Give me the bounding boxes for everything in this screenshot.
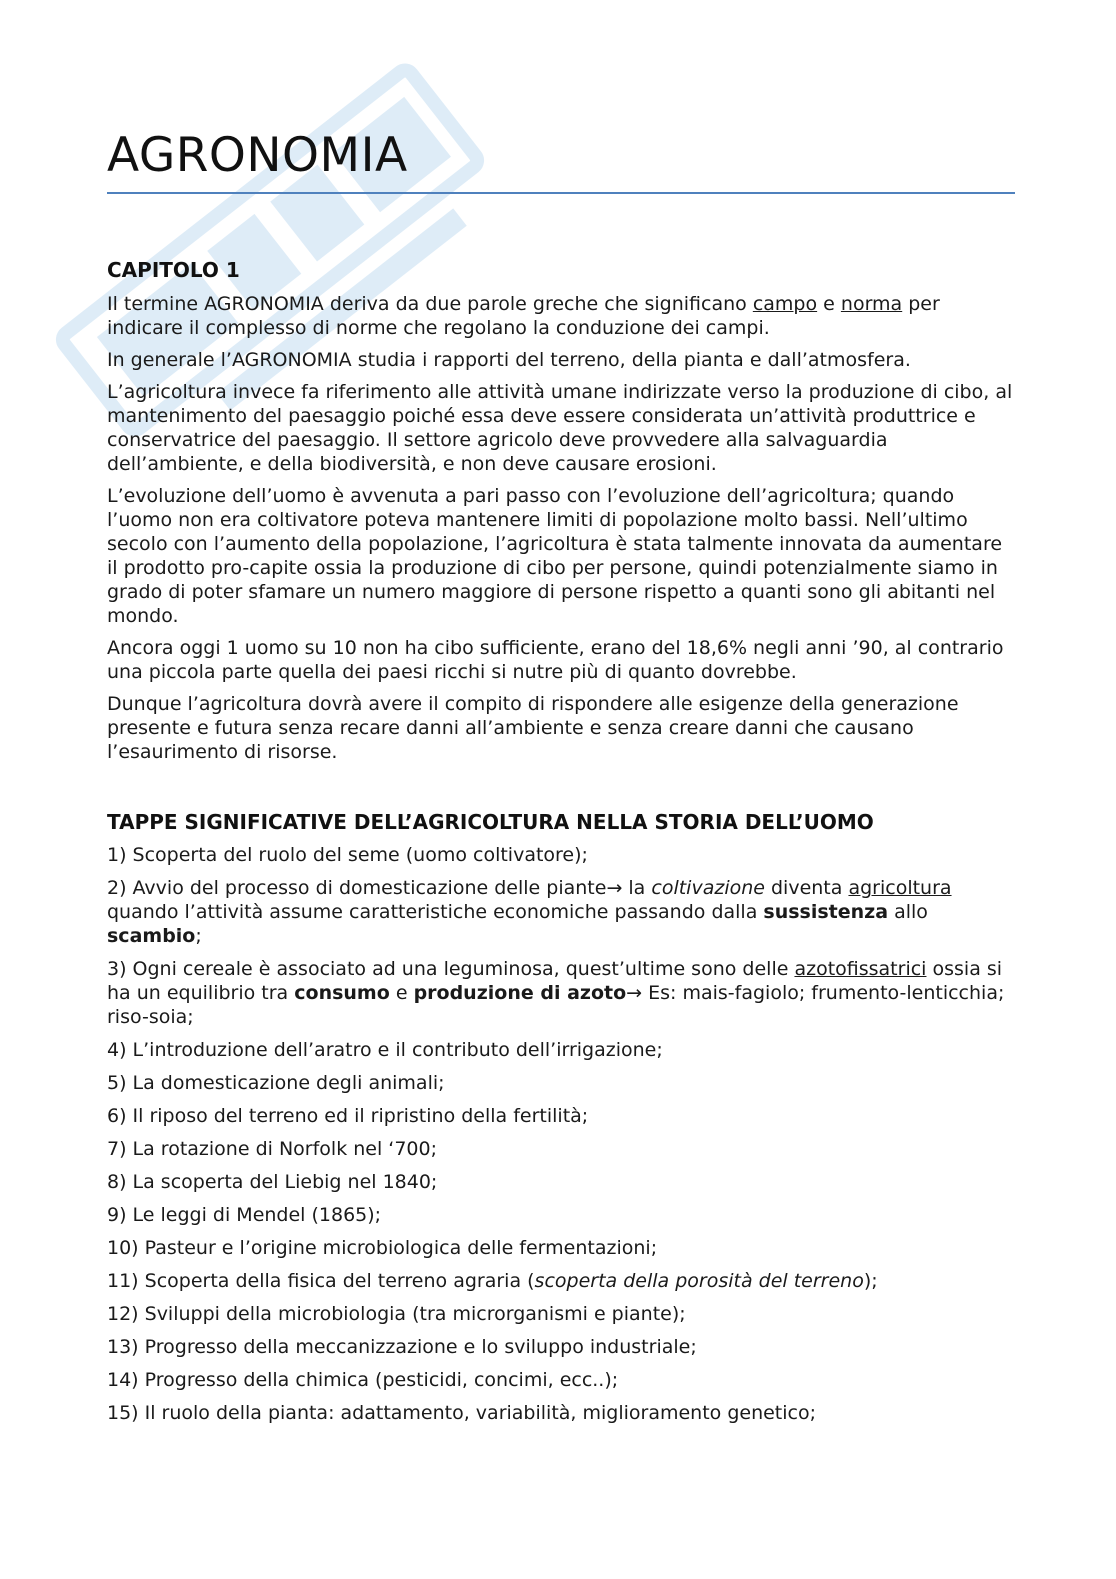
underlined-campo: campo [752, 293, 818, 316]
document-title: AGRONOMIA [107, 128, 408, 183]
chapter-paragraph-1: Il termine AGRONOMIA deriva da due parole greche che significano campo e norma per indicare il complesso di norme che regolano la conduzione dei campi. [107, 293, 940, 340]
milestone-list [107, 843, 1017, 1425]
chapter-paragraph-5: Ancora oggi 1 uomo su 10 non ha cibo sufficiente, erano del 18,6% negli anni ’90, al contrario una piccola parte quella dei paesi ricchi si nutre più di quanto dovrebbe. [107, 637, 1004, 684]
list-item-7: 7) La rotazione di Norfolk nel ‘700; [107, 1138, 437, 1161]
section-heading: TAPPE SIGNIFICATIVE DELL’AGRICOLTURA NELLA STORIA DELL’UOMO [107, 810, 874, 835]
list-item-15: 15) Il ruolo della pianta: adattamento, variabilità, miglioramento genetico; [107, 1402, 817, 1425]
chapter-paragraph-3: L’agricoltura invece fa riferimento alle attività umane indirizzate verso la produzione di cibo, al mantenimento del paesaggio poiché essa deve essere considerata un’attività produttrice e conservatrice del paesaggio. Il settore agricolo deve provvedere alla salvaguardia dell’ambiente, e della biodiversità, e non deve causare erosioni. [107, 381, 1013, 476]
arrow-icon: → [626, 982, 643, 1005]
list-item-4: 4) L’introduzione dell’aratro e il contributo dell’irrigazione; [107, 1039, 663, 1062]
list-item-8: 8) La scoperta del Liebig nel 1840; [107, 1171, 438, 1194]
list-item-11: 11) Scoperta della fisica del terreno agraria (scoperta della porosità del terreno); [107, 1270, 878, 1293]
list-item-1: 1) Scoperta del ruolo del seme (uomo coltivatore); [107, 844, 588, 867]
list-item-9: 9) Le leggi di Mendel (1865); [107, 1204, 382, 1227]
list-item-14: 14) Progresso della chimica (pesticidi, concimi, ecc..); [107, 1369, 619, 1392]
chapter-paragraph-6: Dunque l’agricoltura dovrà avere il compito di rispondere alle esigenze della generazione presente e futura senza recare danni all’ambiente e senza creare danni che causano l’esaurimento di risorse. [107, 693, 959, 764]
list-item-12: 12) Sviluppi della microbiologia (tra microrganismi e piante); [107, 1303, 686, 1326]
chapter-paragraph-2: In generale l’AGRONOMIA studia i rapporti del terreno, della pianta e dall’atmosfera. [107, 349, 911, 372]
arrow-icon: → [606, 877, 623, 900]
list-item-6: 6) Il riposo del terreno ed il ripristino della fertilità; [107, 1105, 589, 1128]
list-item-2: 2) Avvio del processo di domesticazione delle piante→ la coltivazione diventa agricoltura quando l’attività assume caratteristiche economiche passando dalla sussistenza allo scambio; [107, 877, 952, 948]
list-item-10: 10) Pasteur e l’origine microbiologica delle fermentazioni; [107, 1237, 658, 1260]
list-item-13: 13) Progresso della meccanizzazione e lo sviluppo industriale; [107, 1336, 697, 1359]
underlined-norma: norma [840, 293, 903, 316]
chapter-heading: CAPITOLO 1 [107, 258, 240, 283]
document-page [107, 128, 1017, 1425]
list-item-3: 3) Ogni cereale è associato ad una leguminosa, quest’ultime sono delle azotofissatrici ossia si ha un equilibrio tra consumo e produzione di azoto→ Es: mais-fagiolo; frumento-lenticchia; riso-soia; [107, 958, 1005, 1029]
title-rule [107, 192, 1015, 194]
chapter-paragraph-4: L’evoluzione dell’uomo è avvenuta a pari passo con l’evoluzione dell’agricoltura; quando l’uomo non era coltivatore poteva mantenere limiti di popolazione molto bassi. Nell’ultimo secolo con l’aumento della popolazione, l’agricoltura è stata talmente innovata da aumentare il prodotto pro-capite ossia la produzione di cibo per persone, quindi potenzialmente siamo in grado di poter sfamare un numero maggiore di persone rispetto a quanti sono gli abitanti nel mondo. [107, 485, 1003, 628]
list-item-5: 5) La domesticazione degli animali; [107, 1072, 445, 1095]
